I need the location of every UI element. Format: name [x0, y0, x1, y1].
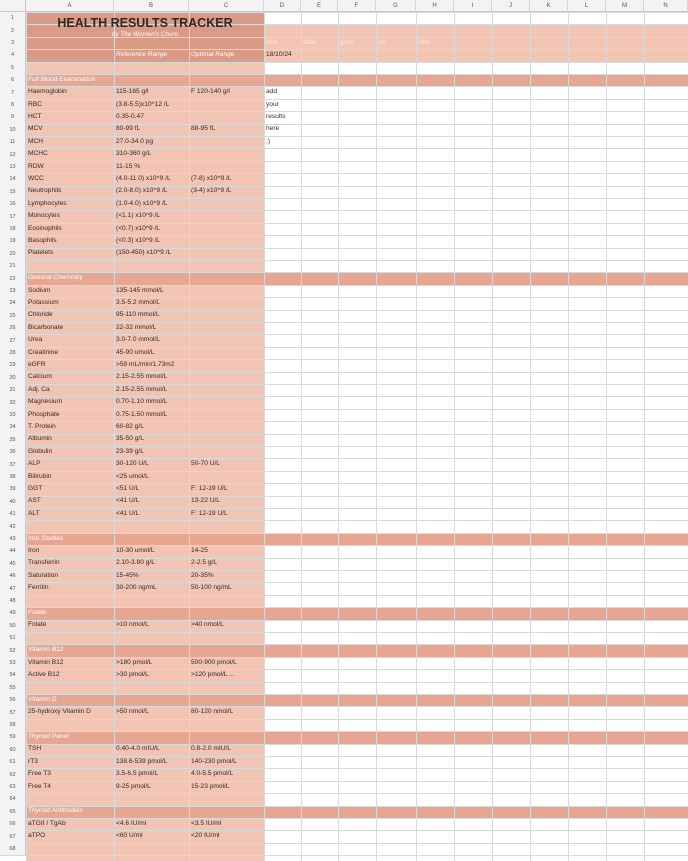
row-header[interactable]: 34 — [0, 421, 26, 433]
note-cell[interactable]: results — [266, 113, 286, 121]
reference-range[interactable]: 2.10-3.80 g/L — [116, 559, 155, 567]
reference-range[interactable]: 27.0-34.0 pg — [116, 137, 154, 145]
row-header[interactable]: 63 — [0, 781, 26, 793]
test-name[interactable]: Calcium — [28, 373, 52, 381]
row-header[interactable]: 38 — [0, 471, 26, 483]
row-header[interactable]: 68 — [0, 843, 26, 855]
test-name[interactable]: Haemoglobin — [28, 88, 67, 96]
test-name[interactable]: Bicarbonate — [28, 323, 64, 331]
header-hint-word[interactable]: Use — [266, 38, 278, 46]
test-name[interactable]: Globulin — [28, 447, 53, 455]
test-name[interactable]: Bilirubin — [28, 472, 52, 480]
reference-range[interactable]: 3.5-6.5 pmol/L — [116, 770, 159, 778]
row-header[interactable]: 16 — [0, 198, 26, 210]
row-header[interactable]: 64 — [0, 793, 26, 805]
date-cell[interactable]: 18/10/24 — [266, 51, 292, 59]
column-header-f[interactable]: F — [338, 0, 376, 12]
reference-range[interactable]: (<0.3) x10^9 /L — [116, 237, 160, 245]
row-gridline — [0, 719, 688, 720]
row-header[interactable]: 46 — [0, 570, 26, 582]
row-header[interactable]: 32 — [0, 396, 26, 408]
test-name[interactable]: GGT — [28, 485, 43, 493]
optimal-range[interactable]: 20-35% — [191, 571, 214, 579]
row-header[interactable]: 3 — [0, 37, 26, 49]
test-name[interactable]: RBC — [28, 100, 42, 108]
reference-range[interactable]: (2.0-8.0) x10^9 /L — [116, 187, 168, 195]
row-gridline — [0, 520, 688, 521]
row-gridline — [0, 260, 688, 261]
row-header[interactable]: 7 — [0, 86, 26, 98]
row-header[interactable]: 8 — [0, 99, 26, 111]
optimal-range[interactable]: 140-230 pmol/L — [191, 757, 237, 765]
reference-range[interactable]: >10 nmol/L — [116, 621, 149, 629]
optimal-range[interactable]: 14-25 — [191, 547, 208, 555]
row-header[interactable]: 58 — [0, 719, 26, 731]
test-name[interactable]: Free T4 — [28, 782, 51, 790]
row-header[interactable]: 37 — [0, 458, 26, 470]
test-name[interactable]: HCT — [28, 113, 42, 121]
reference-range[interactable]: 35-50 g/L — [116, 435, 144, 443]
reference-range-header[interactable]: Reference Range — [116, 51, 167, 59]
test-name[interactable]: Folate — [28, 621, 47, 629]
column-gridline — [606, 0, 607, 861]
reference-range[interactable]: >180 pmol/L — [116, 658, 153, 666]
test-name[interactable]: RDW — [28, 162, 44, 170]
reference-range[interactable]: >50 nmol/L — [116, 708, 149, 716]
row-gridline — [0, 49, 688, 50]
test-name[interactable]: Sodium — [28, 286, 51, 294]
reference-range[interactable]: <60 U/ml — [116, 832, 143, 840]
optimal-range[interactable]: <20 IU/ml — [191, 832, 220, 840]
row-header[interactable]: 15 — [0, 186, 26, 198]
optimal-range[interactable]: (7-8) x10^9 /L — [191, 175, 232, 183]
test-name[interactable]: AST — [28, 497, 41, 505]
test-name[interactable]: Albumin — [28, 435, 52, 443]
column-gridline — [492, 0, 493, 861]
row-header[interactable]: 48 — [0, 595, 26, 607]
row-header[interactable]: 56 — [0, 694, 26, 706]
header-hint-word[interactable]: goes — [340, 38, 354, 46]
test-name[interactable]: 25-hydroxy Vitamin D — [28, 708, 91, 716]
row-header[interactable]: 44 — [0, 545, 26, 557]
test-name[interactable]: Ferritin — [28, 584, 49, 592]
row-header[interactable]: 12 — [0, 148, 26, 160]
row-header[interactable]: 33 — [0, 409, 26, 421]
reference-range[interactable]: <51 U/L — [116, 485, 140, 493]
reference-range[interactable]: 3.0-7.0 mmol/L — [116, 336, 160, 344]
row-header[interactable]: 20 — [0, 248, 26, 260]
reference-range[interactable]: 9-25 pmol/L — [116, 782, 151, 790]
test-name[interactable]: Monocytes — [28, 212, 60, 220]
column-gridline — [301, 0, 302, 861]
test-name[interactable]: Potassium — [28, 299, 59, 307]
row-gridline — [0, 632, 688, 633]
row-header[interactable]: 5 — [0, 62, 26, 74]
section-header[interactable]: Full Blood Examination — [28, 75, 96, 83]
reference-range[interactable]: (<0.7) x10^9 /L — [116, 224, 160, 232]
row-header[interactable]: 53 — [0, 657, 26, 669]
optimal-range[interactable]: 15-23 pmol/L — [191, 782, 230, 790]
reference-range[interactable]: <41 U/L — [116, 497, 140, 505]
row-header[interactable]: 25 — [0, 310, 26, 322]
test-name[interactable]: ALT — [28, 509, 40, 517]
test-name[interactable]: Saturation — [28, 571, 59, 579]
optimal-range[interactable]: 80-120 nmol/L — [191, 708, 234, 716]
column-header-m[interactable]: M — [606, 0, 644, 12]
row-header[interactable]: 52 — [0, 644, 26, 656]
note-cell[interactable]: your — [266, 100, 279, 108]
reference-range[interactable]: <4.6 IU/ml — [116, 819, 147, 827]
column-gridline — [530, 0, 531, 861]
test-name[interactable]: MCV — [28, 125, 43, 133]
section-header[interactable]: General Chemistry — [28, 274, 83, 282]
row-header[interactable]: 59 — [0, 731, 26, 743]
reference-range[interactable]: <25 umol/L — [116, 472, 149, 480]
row-header[interactable]: 42 — [0, 520, 26, 532]
row-header[interactable]: 27 — [0, 334, 26, 346]
column-gridline — [376, 0, 377, 861]
reference-range[interactable]: 80-99 fL — [116, 125, 141, 133]
row-header[interactable]: 61 — [0, 756, 26, 768]
row-header[interactable]: 19 — [0, 235, 26, 247]
row-header[interactable]: 45 — [0, 558, 26, 570]
reference-range[interactable]: 15-45% — [116, 571, 139, 579]
optimal-range[interactable]: 500-900 pmol/L — [191, 658, 237, 666]
row-header[interactable]: 55 — [0, 682, 26, 694]
test-name[interactable]: T. Protein — [28, 423, 56, 431]
reference-range[interactable]: 115-165 g/l — [116, 88, 149, 96]
test-name[interactable]: rT3 — [28, 757, 38, 765]
reference-range[interactable]: 30-200 ng/mL — [116, 584, 157, 592]
column-header-a[interactable]: A — [26, 0, 114, 12]
row-header[interactable]: 21 — [0, 260, 26, 272]
row-header[interactable]: 24 — [0, 297, 26, 309]
note-cell[interactable]: :) — [266, 137, 271, 145]
optimal-range[interactable]: F: 12-19 U/L — [191, 485, 228, 493]
row-gridline — [0, 793, 688, 794]
reference-range[interactable]: 11-15 % — [116, 162, 141, 170]
test-name[interactable]: Magnesium — [28, 398, 63, 406]
row-header[interactable]: 67 — [0, 830, 26, 842]
column-gridline — [338, 0, 339, 861]
header-hint-word[interactable]: up — [378, 38, 386, 46]
column-header-c[interactable]: C — [189, 0, 264, 12]
row-header[interactable]: 57 — [0, 706, 26, 718]
page-title[interactable]: HEALTH RESULTS TRACKER — [57, 15, 233, 30]
reference-range[interactable]: (4.0-11.0) x10^9 /L — [116, 175, 171, 183]
row-header[interactable]: 18 — [0, 223, 26, 235]
optimal-range[interactable]: 50-70 U/L — [191, 460, 220, 468]
test-name[interactable]: Free T3 — [28, 770, 51, 778]
reference-range[interactable]: 45-90 umol/L — [116, 348, 155, 356]
optimal-range[interactable]: 4.0-5.5 pmol/L — [191, 770, 234, 778]
optimal-range[interactable]: >120 pmol/L ... — [191, 671, 235, 679]
reference-range[interactable]: 10-30 umol/L — [116, 547, 155, 555]
note-cell[interactable]: here — [266, 125, 280, 133]
section-header[interactable]: Folate — [28, 609, 47, 617]
test-name[interactable]: aTGII / TgAb — [28, 819, 66, 827]
reference-range[interactable]: <41 U/L — [116, 509, 140, 517]
section-header[interactable]: Thyroid Antibodies — [28, 807, 83, 815]
test-name[interactable]: eGFR — [28, 361, 46, 369]
test-name[interactable]: Creatinine — [28, 348, 59, 356]
test-name[interactable]: Platelets — [28, 249, 54, 257]
test-name[interactable]: Neutrophils — [28, 187, 62, 195]
optimal-range[interactable]: 13-22 U/L — [191, 497, 220, 505]
row-header[interactable]: 66 — [0, 818, 26, 830]
reference-range[interactable]: 138.6-539 pmol/L — [116, 757, 168, 765]
test-name[interactable]: Eosinophils — [28, 224, 62, 232]
reference-range[interactable]: 0.40-4.0 mIU/L — [116, 745, 160, 753]
test-name[interactable]: Adj. Ca — [28, 385, 50, 393]
row-header[interactable]: 9 — [0, 111, 26, 123]
test-name[interactable]: Transferrin — [28, 559, 60, 567]
row-header[interactable]: 14 — [0, 173, 26, 185]
row-header[interactable]: 62 — [0, 768, 26, 780]
row-header[interactable]: 49 — [0, 607, 26, 619]
optimal-range[interactable]: <3.5 IU/ml — [191, 819, 222, 827]
optimal-range[interactable]: 0.8-2.0 mIU/L — [191, 745, 231, 753]
test-name[interactable]: Lymphocytes — [28, 199, 67, 207]
row-header[interactable]: 39 — [0, 483, 26, 495]
row-gridline — [0, 843, 688, 844]
optimal-range[interactable]: 50-100 ng/mL — [191, 584, 232, 592]
row-header[interactable]: 47 — [0, 582, 26, 594]
reference-range[interactable]: 95-110 mmol/L — [116, 311, 160, 319]
row-header[interactable]: 10 — [0, 124, 26, 136]
optimal-range[interactable]: F: 12-19 U/L — [191, 509, 228, 517]
row-header[interactable]: 17 — [0, 210, 26, 222]
test-name[interactable]: MCH — [28, 137, 44, 145]
test-name[interactable]: Chloride — [28, 311, 53, 319]
column-header-i[interactable]: I — [454, 0, 492, 12]
test-name[interactable]: Phosphate — [28, 410, 60, 418]
section-header[interactable]: Iron Studies — [28, 534, 64, 542]
section-header[interactable]: Vitamin D — [28, 695, 57, 703]
reference-range[interactable]: (150-450) x10^9 /L — [116, 249, 172, 257]
test-name[interactable]: Basophils — [28, 237, 57, 245]
test-name[interactable]: Active B12 — [28, 671, 60, 679]
optimal-range[interactable]: F 120-140 g/l — [191, 88, 230, 96]
column-header-g[interactable]: G — [376, 0, 416, 12]
column-header-n[interactable]: N — [644, 0, 688, 12]
reference-range[interactable]: 135-145 mmol/L — [116, 286, 164, 294]
column-gridline — [644, 0, 645, 861]
reference-range[interactable]: 2.15-2.55 mmol/L — [116, 373, 168, 381]
test-name[interactable]: aTPO — [28, 832, 46, 840]
row-header[interactable]: 23 — [0, 285, 26, 297]
row-header[interactable]: 51 — [0, 632, 26, 644]
optimal-range[interactable]: >40 nmol/L — [191, 621, 224, 629]
test-name[interactable]: ALP — [28, 460, 41, 468]
row-gridline — [0, 855, 688, 856]
row-header[interactable]: 41 — [0, 508, 26, 520]
test-name[interactable]: Iron — [28, 547, 40, 555]
reference-range[interactable]: 30-120 U/L — [116, 460, 149, 468]
row-header[interactable]: 36 — [0, 446, 26, 458]
row-header[interactable]: 40 — [0, 496, 26, 508]
column-header-k[interactable]: K — [530, 0, 568, 12]
row-header[interactable]: 50 — [0, 620, 26, 632]
select-all-corner[interactable] — [0, 0, 26, 12]
test-name[interactable]: TSH — [28, 745, 42, 753]
row-gridline — [0, 595, 688, 596]
row-gridline — [0, 62, 688, 63]
row-header[interactable]: 60 — [0, 744, 26, 756]
reference-range[interactable]: 0.35-0.47 — [116, 113, 144, 121]
row-header[interactable]: 1 — [0, 12, 26, 24]
row-header[interactable]: 11 — [0, 136, 26, 148]
section-header[interactable]: Thyroid Panel — [28, 733, 69, 741]
test-name[interactable]: WCC — [28, 175, 44, 183]
test-name[interactable]: Urea — [28, 336, 43, 344]
reference-range[interactable]: 0.70-1.10 mmol/L — [116, 398, 168, 406]
row-header[interactable]: 54 — [0, 669, 26, 681]
column-header-d[interactable]: D — [264, 0, 301, 12]
header-hint-word[interactable]: data — [303, 38, 316, 46]
row-header[interactable]: 13 — [0, 161, 26, 173]
reference-range[interactable]: >59 mL/min/1.73m2 — [116, 361, 175, 369]
column-header-h[interactable]: H — [416, 0, 454, 12]
reference-range[interactable]: 2.15-2.55 mmol/L — [116, 385, 168, 393]
column-gridline — [454, 0, 455, 861]
row-header[interactable]: 31 — [0, 384, 26, 396]
reference-range[interactable]: 60-82 g/L — [116, 423, 144, 431]
row-header[interactable]: 35 — [0, 434, 26, 446]
note-cell[interactable]: add — [266, 88, 278, 96]
test-name[interactable]: Vitamin B12 — [28, 658, 64, 666]
test-name[interactable]: MCHC — [28, 150, 48, 158]
row-header[interactable]: 2 — [0, 24, 26, 36]
row-gridline — [0, 682, 688, 683]
reference-range[interactable]: 0.75-1.50 mmol/L — [116, 410, 168, 418]
reference-range[interactable]: (1.0-4.0) x10^9 /L — [116, 199, 168, 207]
row-header[interactable]: 43 — [0, 533, 26, 545]
header-hint-word[interactable]: here — [418, 38, 431, 46]
reference-range[interactable]: 310-360 g/L — [116, 150, 152, 158]
row-header[interactable]: 30 — [0, 372, 26, 384]
column-header-e[interactable]: E — [301, 0, 338, 12]
column-header-b[interactable]: B — [114, 0, 189, 12]
reference-range[interactable]: >30 pmol/L — [116, 671, 149, 679]
subtitle[interactable]: by The Women's Churo — [112, 31, 178, 39]
row-header[interactable]: 6 — [0, 74, 26, 86]
column-gridline — [416, 0, 417, 861]
row-header[interactable]: 4 — [0, 49, 26, 61]
reference-range[interactable]: 22-32 mmol/L — [116, 323, 157, 331]
optimal-range[interactable]: (3-4) x10^9 /L — [191, 187, 232, 195]
row-header[interactable]: 26 — [0, 322, 26, 334]
optimal-range-header[interactable]: Optimal Range — [191, 51, 235, 59]
row-header[interactable]: 28 — [0, 347, 26, 359]
reference-range[interactable]: (<1.1) x10^9 /L — [116, 212, 160, 220]
column-header-l[interactable]: L — [568, 0, 606, 12]
row-header[interactable]: 29 — [0, 359, 26, 371]
optimal-range[interactable]: 2-2.5 g/L — [191, 559, 218, 567]
column-header-j[interactable]: J — [492, 0, 530, 12]
optimal-range[interactable]: 88-95 fL — [191, 125, 216, 133]
column-gridline — [568, 0, 569, 861]
reference-range[interactable]: 23-39 g/L — [116, 447, 144, 455]
reference-range[interactable]: 3.5-5.2 mmol/L — [116, 299, 160, 307]
row-header[interactable]: 22 — [0, 272, 26, 284]
reference-range[interactable]: (3.8-5.5)x10^12 /L — [116, 100, 170, 108]
row-header[interactable]: 65 — [0, 806, 26, 818]
section-header[interactable]: Vitamin B12 — [28, 646, 64, 654]
